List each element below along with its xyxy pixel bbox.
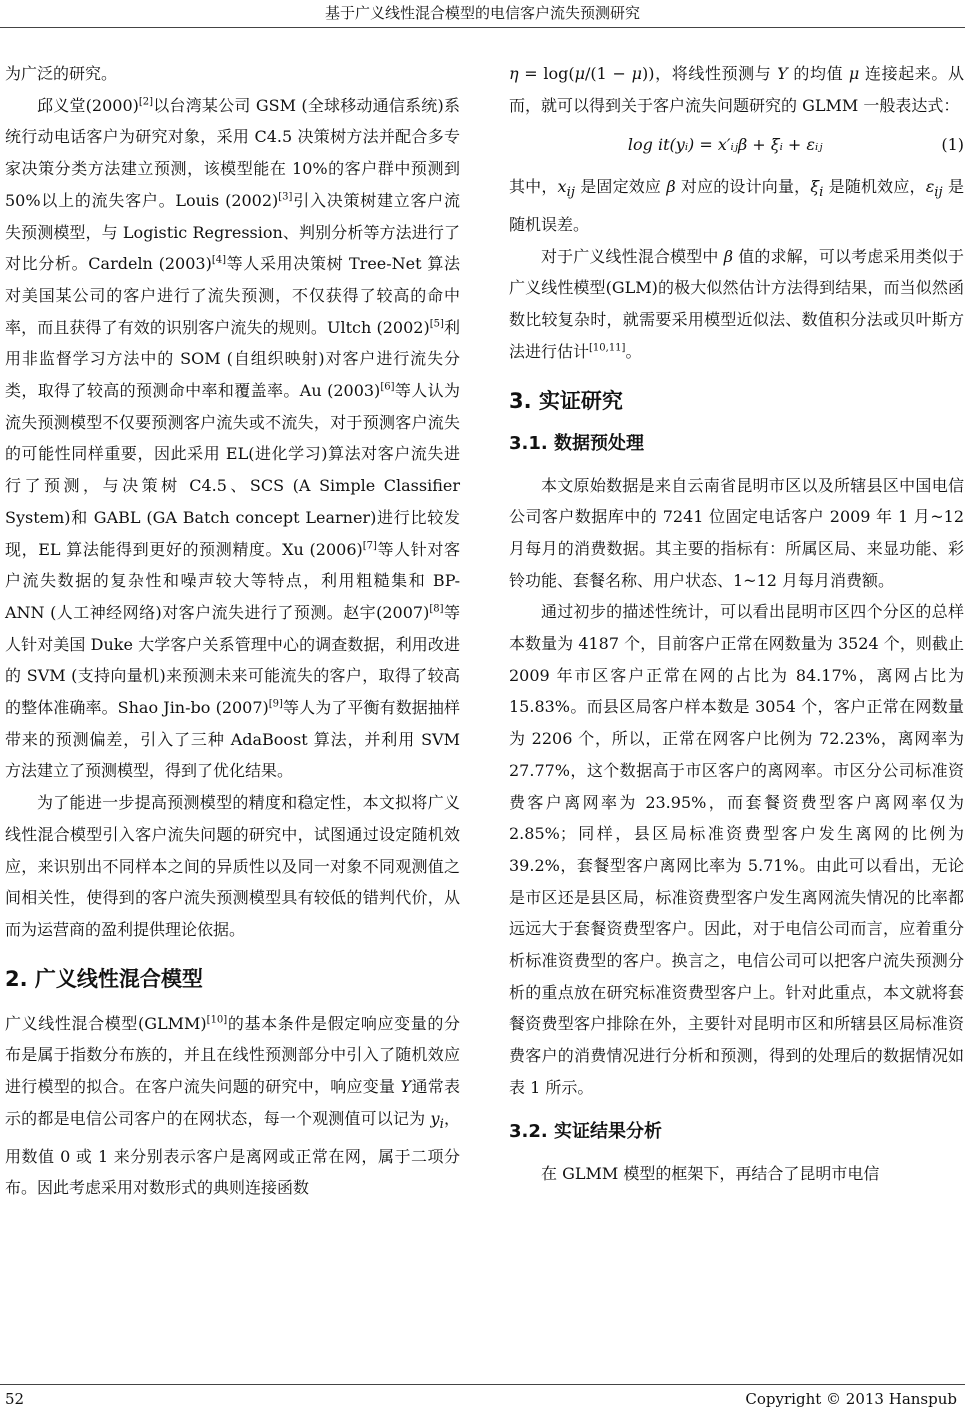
citation-ref: [6] — [380, 381, 395, 393]
section-heading-2: 2. 广义线性混合模型 — [5, 966, 203, 991]
math-subscript: ij — [934, 185, 943, 201]
math-symbol: β — [666, 177, 676, 197]
left-column — [5, 58, 460, 1204]
subsection-heading-3-2: 3.2. 实证结果分析 — [509, 1120, 662, 1142]
right-column — [509, 58, 964, 1189]
equation-number: (1) — [941, 135, 964, 155]
citation-ref: [3] — [278, 191, 293, 203]
math-symbol: ξ — [810, 177, 820, 197]
left-paragraph-3: 为了能进一步提高预测模型的精度和稳定性，本文拟将广义线性混合模型引入客户流失问题的研究中，试图通过设定随机效应，来识别出不同样本之间的异质性以及同一对象不同观测值之间相关性，使得到的客户流失预测模型具有较低的错判代价，从而为运营商的盈利提供理论依据。 — [5, 793, 460, 939]
running-header — [0, 0, 965, 28]
equation-body: log it(yᵢ) = x′ᵢⱼβ + ξᵢ + εᵢⱼ — [627, 135, 823, 155]
citation-ref: [5] — [429, 318, 444, 330]
math-symbol: ε — [925, 177, 935, 197]
citation-ref: [9] — [268, 698, 283, 710]
math-symbol: η — [509, 64, 519, 83]
left-paragraph-4: 广义线性混合模型(GLMM)[10]的基本条件是假定响应变量的分布是属于指数分布族的，并且在线性预测部分中引入了随机效应进行模型的拟合。在客户流失问题的研究中，响应变量 Y通常表示的都是电信公司客户的在网状态，每一个观测值可以记为 $y_i$，用数值 0 或 1 来分别表示客户是离网或正常在网，属于二项分布。因此考虑采用对数形式的典则连接函数 — [5, 1013, 460, 1198]
journal-running-title: 基于广义线性混合模型的电信客户流失预测研究 — [324, 4, 640, 22]
math-subscript: i — [439, 1116, 444, 1132]
subsection-heading-3-1: 3.1. 数据预处理 — [509, 432, 644, 454]
math-symbol: β — [723, 246, 733, 266]
math-symbol: x — [557, 177, 567, 197]
right-paragraph-1: η = log(μ/(1 − μ))，将线性预测与 Y 的均值 μ 连接起来。从而，就可以得到关于客户流失问题研究的 GLMM 一般表达式： — [509, 64, 965, 115]
math-symbol: μ — [848, 64, 860, 83]
math-symbol: Y — [777, 64, 788, 83]
math-subscript: ij — [566, 185, 575, 201]
citation-ref: [10,11] — [589, 342, 626, 354]
left-paragraph-2: 邱义堂(2000)[2]以台湾某公司 GSM (全球移动通信系统)系统行动电话客户为研究对象，采用 C4.5 决策树方法并配合多专家决策分类方法建立预测，该模型能在 10%的客户群中预测到 50%以上的流失客户。Louis (2002)[3]引入决策树建立客户流失预测模型，与 Logistic Regression、判别分析等方法进行了对比分析。Cardeln (2003)[4]等人采用决策树 Tree-Net 算法对美国某公司的客户进行了流失预测，不仅获得了较高的命中率，而且获得了有效的识别客户流失的规则。Ultch (2002)[5]利用非监督学习方法中的 SOM (自组织映射)对客户进行流失分类，取得了较高的预测命中率和覆盖率。Au (2003)[6]等人认为流失预测模型不仅要预测客户流失或不流失，对于预测客户流失的可能性同样重要，因此采用 EL(进化学习)算法对客户流失进行了预测，与决策树 C4.5、SCS (A Simple Classifier System)和 GABL (GA Batch concept Learner)进行比较发现，EL 算法能得到更好的预测精度。Xu (2006)[7]等人针对客户流失数据的复杂性和噪声较大等特点，利用粗糙集和 BP-ANN (人工神经网络)对客户流失进行了预测。赵宇(2007)[8]等人针对美国 Duke 大学客户关系管理中心的调查数据，利用改进的 SVM (支持向量机)来预测未来可能流失的客户，取得了较高的整体准确率。Shao Jin-bo (2007)[9]等人为了平衡有数据抽样带来的预测偏差，引入了三种 AdaBoost 算法，并利用 SVM 方法建立了预测模型，得到了优化结果。 — [5, 95, 460, 781]
page-footer — [0, 1384, 965, 1414]
citation-ref: [4] — [211, 254, 226, 266]
right-paragraph-3: 对于广义线性混合模型中 β 值的求解，可以考虑采用类似于广义线性模型(GLM)的极大似然估计方法得到结果，而当似然函数比较复杂时，就需要采用模型近似法、数值积分法或贝叶斯方法进行估计[10,11]。 — [509, 246, 964, 361]
right-paragraph-2: 其中，$x_{ij}$ 是固定效应 β 对应的设计向量，$\xi_i$ 是随机效应，$\varepsilon_{ij}$ 是随机误差。 — [509, 177, 964, 234]
math-symbol: Y — [400, 1077, 412, 1097]
citation-ref: [8] — [429, 603, 444, 615]
copyright-notice: Copyright © 2013 Hanspub — [745, 1390, 957, 1408]
math-symbol: μ — [574, 64, 586, 83]
page-number: 52 — [5, 1390, 25, 1408]
right-paragraph-6: 在 GLMM 模型的框架下，再结合了昆明市电信 — [541, 1163, 880, 1183]
math-subscript: i — [819, 185, 824, 201]
right-paragraph-4: 本文原始数据是来自云南省昆明市区以及所辖县区中国电信公司客户数据库中的 7241 位固定电话客户 2009 年 1 月~12 月每月的消费数据。其主要的指标有：所属区局、来显功能、彩铃功能、套餐名称、用户状态、1~12 月每月消费额。 — [509, 475, 964, 590]
section-heading-3: 3. 实证研究 — [509, 388, 623, 413]
right-paragraph-5: 通过初步的描述性统计，可以看出昆明市区四个分区的总样本数量为 4187 个，目前客户正常在网数量为 3524 个，则截止 2009 年市区客户正常在网的占比为 84.17%，离网占比为 15.83%。而县区局客户样本数是 3054 个，客户正常在网数量为 2206 个，所以，正常在网客户比例为 72.23%，离网率为 27.77%，这个数据高于市区客户的离网率。市区分公司标准资费客户离网率为 23.95%，而套餐资费型客户离网率仅为 2.85%；同样，县区局标准资费型客户发生离网的比例为 39.2%，套餐型客户离网比率为 5.71%。由此可以看出，无论是市区还是县区局，标准资费型客户发生离网流失情况的比率都远远大于套餐资费型客户。因此，对于电信公司而言，应着重分析标准资费型的客户。换言之，电信公司可以把客户流失预测分析的重点放在研究标准资费型客户上。针对此重点，本文就将套餐资费型客户排除在外，主要针对昆明市区和所辖县区局标准资费客户的消费情况进行分析和预测，得到的处理后的数据情况如表 1 所示。 — [509, 602, 964, 1097]
citation-ref: [7] — [362, 540, 377, 552]
math-symbol: μ — [631, 64, 643, 83]
equation-1 — [509, 129, 964, 161]
math-symbol: y — [430, 1108, 440, 1128]
citation-ref: [10] — [206, 1014, 228, 1026]
left-paragraph-1: 为广泛的研究。 — [5, 64, 118, 83]
citation-ref: [2] — [138, 96, 154, 108]
